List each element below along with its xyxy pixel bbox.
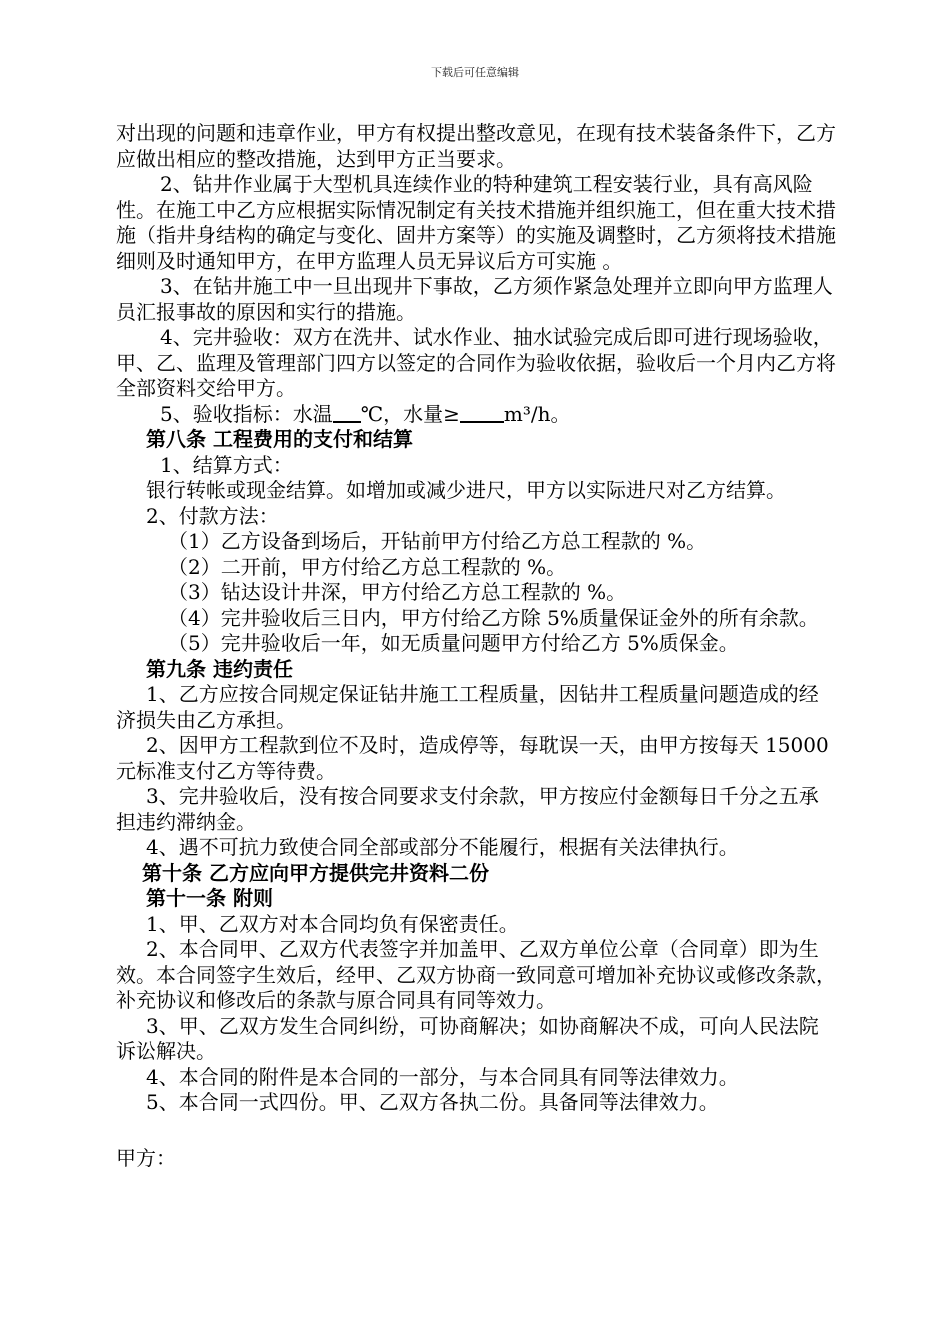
article-9-item-1: 1、乙方应按合同规定保证钻井施工工程质量，因钻井工程质量问题造成的经济损失由乙方承担。: [116, 682, 819, 732]
clause-7-item-4: 4、完井验收：双方在洗井、试水作业、抽水试验完成后即可进行现场验收，甲、乙、监理及管理部门四方以签定的合同作为验收依据，验收后一个月内乙方将全部资料交给甲方。: [116, 325, 836, 400]
temp-unit: ℃，水量≥: [360, 401, 460, 426]
article-8-heading: 第八条 工程费用的支付和结算: [146, 427, 413, 451]
clause-7-item-3: 3、在钻井施工中一旦出现井下事故，乙方须作紧急处理并立即向甲方监理人员汇报事故的原因和实行的措施。: [116, 274, 833, 324]
party-a-signature-label: 甲方：: [116, 1145, 176, 1170]
payment-step-4: （4）完井验收后三日内，甲方付给乙方除 5%质量保证金外的所有余款。: [168, 605, 819, 630]
article-9-item-3: 3、完井验收后，没有按合同要求支付余款，甲方按应付金额每日千分之五承担违约滞纳金。: [116, 784, 819, 834]
article-9-item-4: 4、遇不可抗力致使合同全部或部分不能履行，根据有关法律执行。: [146, 835, 739, 859]
article-8-item-2: 2、付款方法：: [146, 503, 279, 528]
document-body: [116, 121, 838, 1171]
water-volume-blank: [460, 403, 504, 423]
spacer: [116, 1116, 838, 1146]
article-11-item-5: 5、本合同一式四份。甲、乙双方各执二份。具备同等法律效力。: [146, 1090, 719, 1114]
payment-step-5: （5）完井验收后一年，如无质量问题甲方付给乙方 5%质保金。: [168, 631, 739, 655]
article-11-heading: 第十一条 附则: [146, 886, 273, 910]
article-11-item-4: 4、本合同的附件是本合同的一部分，与本合同具有同等法律效力。: [146, 1064, 739, 1089]
article-10-heading: 第十条 乙方应向甲方提供完井资料二份: [142, 860, 489, 885]
article-11-item-1: 1、甲、乙双方对本合同均负有保密责任。: [146, 911, 519, 936]
page-header: 下载后可任意编辑: [431, 66, 519, 79]
article-9-heading: 第九条 违约责任: [146, 656, 293, 681]
article-11-item-3: 3、甲、乙双方发生合同纠纷，可协商解决；如协商解决不成，可向人民法院诉讼解决。: [116, 1013, 819, 1063]
paragraph-continued: 对出现的问题和违章作业，甲方有权提出整改意见，在现有技术装备条件下，乙方应做出相应的整改措施，达到甲方正当要求。: [116, 121, 836, 171]
payment-step-1: （1）乙方设备到场后，开钻前甲方付给乙方总工程款的 %。: [168, 529, 707, 553]
article-8-item-1: 1、结算方式：: [160, 452, 293, 477]
water-temp-blank: [333, 403, 361, 423]
article-8-item-1-text: 银行转帐或现金结算。如增加或减少进尺，甲方以实际进尺对乙方结算。: [146, 478, 786, 502]
acceptance-label: 5、验收指标：水温: [160, 401, 333, 426]
payment-step-3: （3）钻达设计井深，甲方付给乙方总工程款的 %。: [168, 580, 627, 604]
clause-7-item-5: [116, 402, 838, 428]
payment-step-2: （2）二开前，甲方付给乙方总工程款的 %。: [168, 554, 567, 579]
article-9-item-2: 2、因甲方工程款到位不及时，造成停等，每耽误一天，由甲方按每天 15000 元标准支付乙方等待费。: [116, 733, 829, 783]
clause-7-item-2: 2、钻井作业属于大型机具连续作业的特种建筑工程安装行业，具有高风险性。在施工中乙方应根据实际情况制定有关技术措施并组织施工，但在重大技术措施（指井身结构的确定与变化、固井方案等）的实施及调整时，乙方须将技术措施细则及时通知甲方，在甲方监理人员无异议后方可实施 。: [116, 172, 836, 273]
article-11-item-2: 2、本合同甲、乙双方代表签字并加盖甲、乙双方单位公章（合同章）即为生效。本合同签字生效后，经甲、乙双方协商一致同意可增加补充协议或修改条款，补充协议和修改后的条款与原合同具有同等效力。: [116, 937, 836, 1012]
volume-unit: m³/h。: [503, 401, 571, 426]
